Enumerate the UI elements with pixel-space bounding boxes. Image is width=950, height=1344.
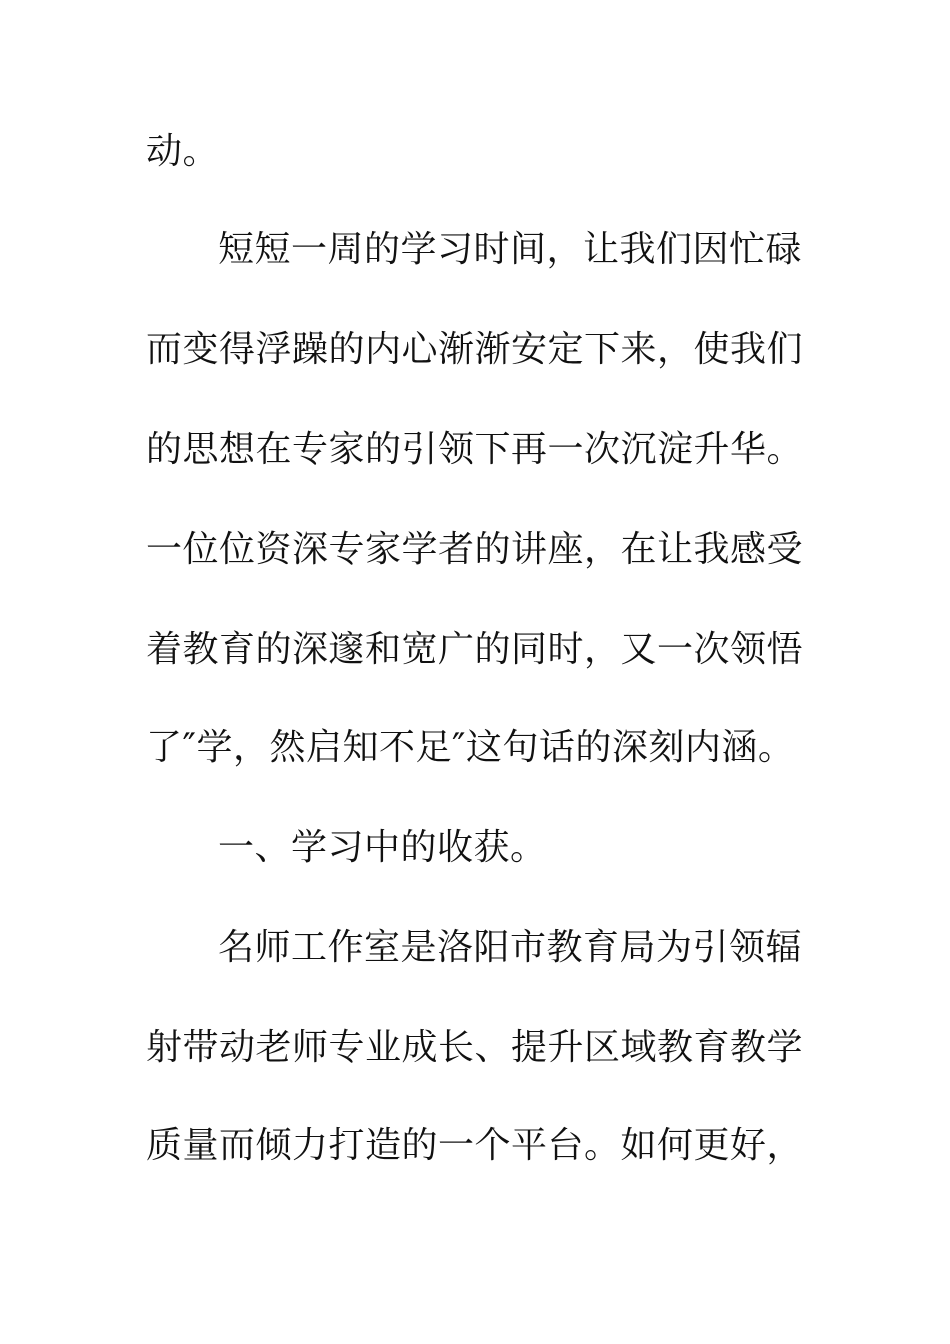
- paragraph-start: 名师工作室是洛阳市教育局为引领辐: [218, 927, 803, 968]
- text-line: 了″学，然启知不足″这句话的深刻内涵。: [146, 727, 795, 768]
- text-line: 质量而倾力打造的一个平台。如何更好，: [146, 1125, 804, 1166]
- text-line: 的思想在专家的引领下再一次沉淀升华。: [146, 429, 804, 470]
- text-line: 一位位资深专家学者的讲座，在让我感受: [146, 529, 804, 570]
- section-heading: 一、学习中的收获。: [218, 827, 547, 868]
- paragraph-start: 短短一周的学习时间，让我们因忙碌: [218, 229, 803, 270]
- text-line: 射带动老师专业成长、提升区域教育教学: [146, 1027, 804, 1068]
- text-line: 着教育的深邃和宽广的同时，又一次领悟: [146, 629, 804, 670]
- text-line: 动。: [146, 131, 220, 172]
- text-line: 而变得浮躁的内心渐渐安定下来，使我们: [146, 329, 804, 370]
